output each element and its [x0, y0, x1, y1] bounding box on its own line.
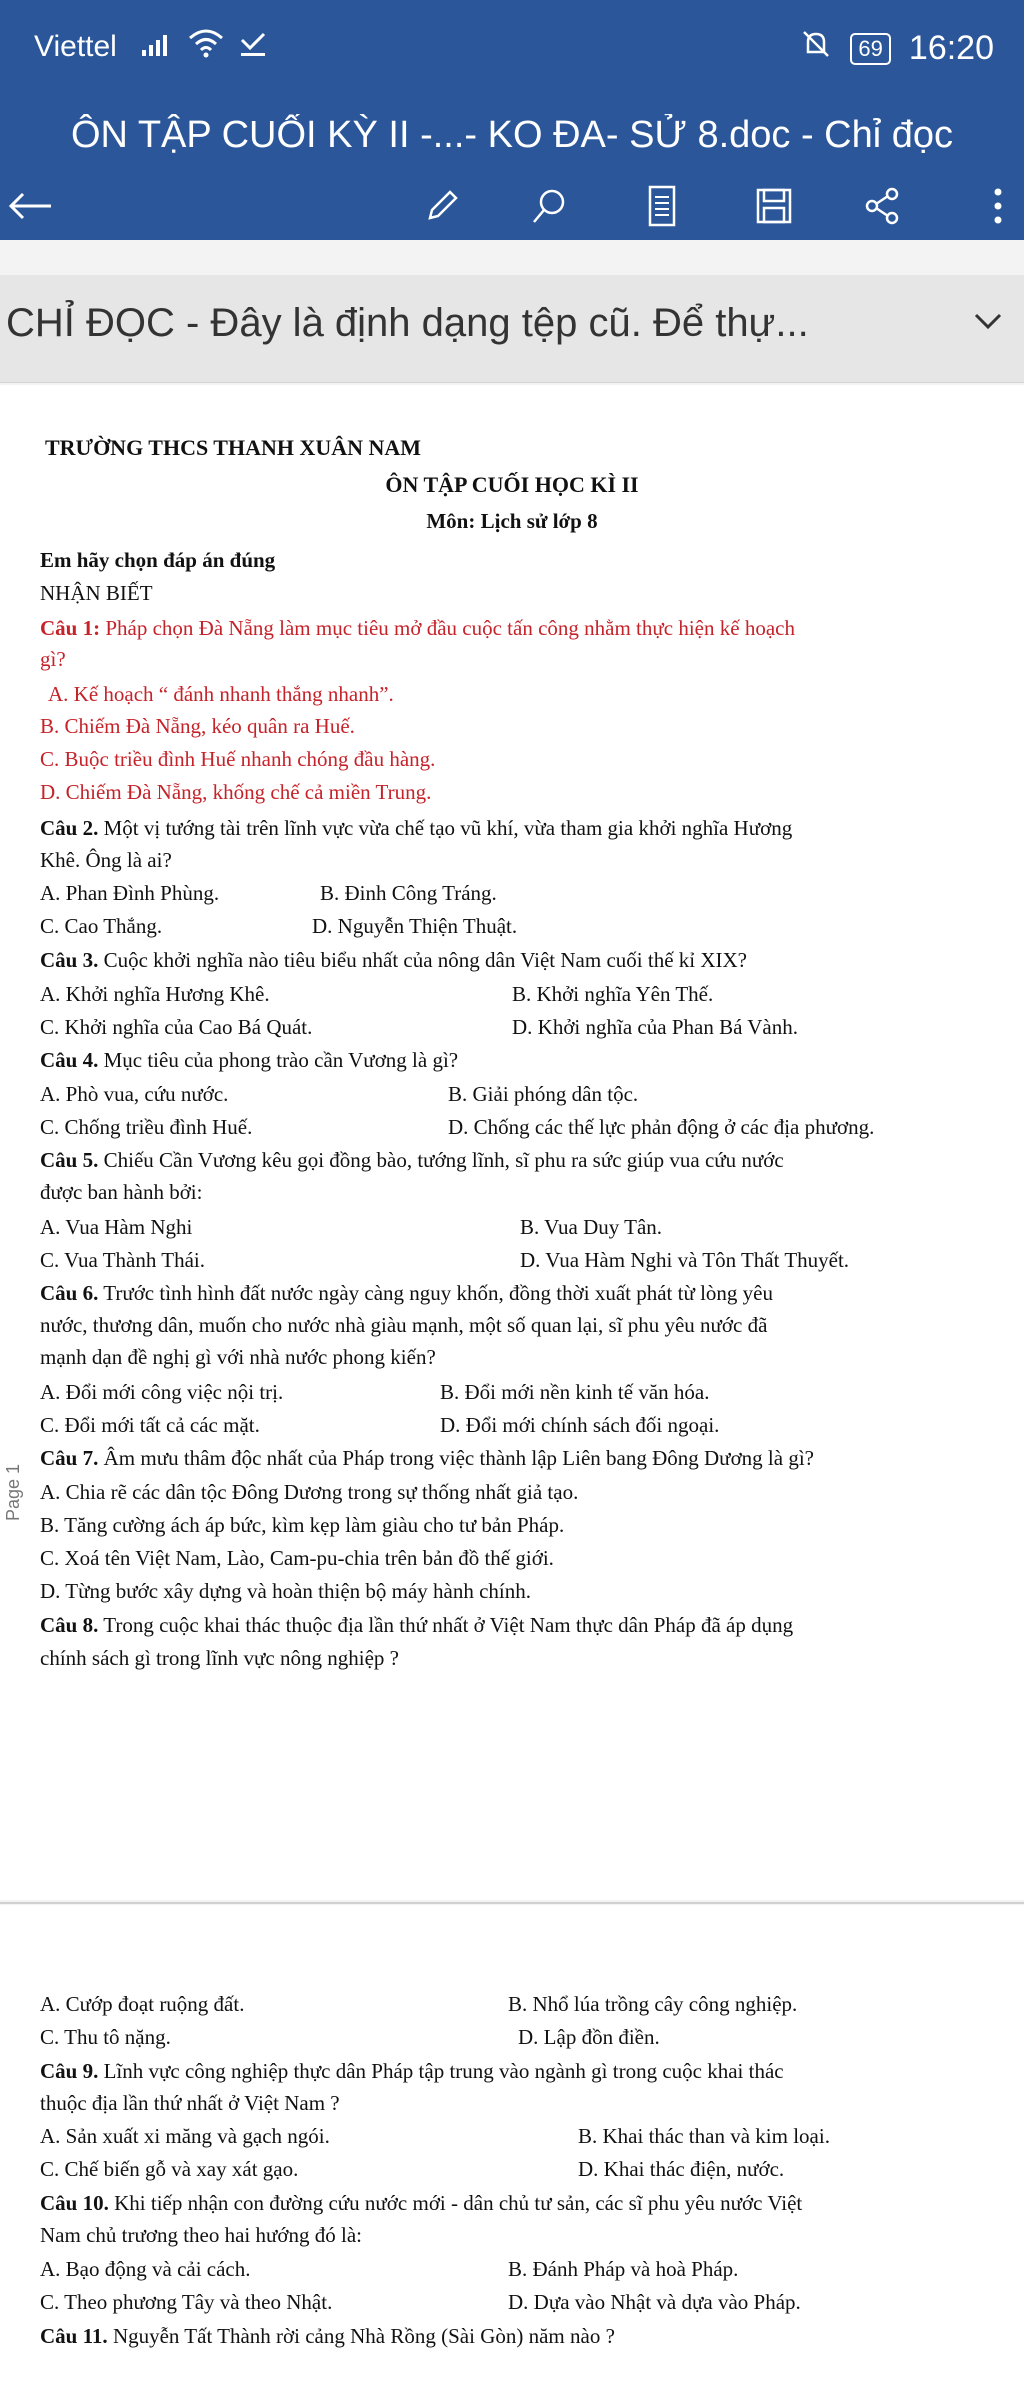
answer-option: D. Đổi mới chính sách đối ngoại.	[440, 1413, 720, 1437]
status-bar	[0, 0, 1024, 100]
battery-icon: 69	[850, 33, 890, 65]
search-button[interactable]	[520, 178, 580, 238]
answer-option: B. Tăng cường ách áp bức, kìm kẹp làm giàu cho tư bản Pháp.	[40, 1513, 565, 1537]
question-6: Câu 6. Trước tình hình đất nước ngày càng nguy khốn, đồng thời xuất phát từ lòng yêu	[40, 1281, 774, 1305]
section-label: NHẬN BIẾT	[40, 581, 153, 605]
read-only-message: CHỈ ĐỌC - Đây là định dạng tệp cũ. Để thự...	[6, 301, 809, 345]
instruction: Em hãy chọn đáp án đúng	[40, 548, 276, 572]
answer-option: B. Chiếm Đà Nẵng, kéo quân ra Huế.	[40, 714, 355, 738]
answer-option: C. Chế biến gỗ và xay xát gạo.	[40, 2157, 299, 2181]
answer-option: D. Lập đồn điền.	[518, 2025, 660, 2049]
answer-option: D. Dựa vào Nhật và dựa vào Pháp.	[508, 2290, 801, 2314]
wifi-icon	[188, 28, 224, 63]
answer-option: C. Chống triều đình Huế.	[40, 1115, 253, 1139]
answer-option: A. Phò vua, cứu nước.	[40, 1082, 229, 1106]
question-2: Câu 2. Một vị tướng tài trên lĩnh vực vừa chế tạo vũ khí, vừa tham gia khởi nghĩa Hương	[40, 816, 793, 840]
question-7: Câu 7. Âm mưu thâm độc nhất của Pháp trong việc thành lập Liên bang Đông Dương là gì?	[40, 1446, 814, 1470]
answer-option: A. Khởi nghĩa Hương Khê.	[40, 982, 270, 1006]
answer-option: B. Đánh Pháp và hoà Pháp.	[508, 2257, 739, 2281]
answer-option: D. Vua Hàm Nghi và Tôn Thất Thuyết.	[520, 1248, 850, 1272]
carrier-name: Viettel	[34, 30, 117, 63]
answer-option: B. Nhổ lúa trồng cây công nghiệp.	[508, 1992, 798, 2016]
answer-option: D. Chiếm Đà Nẵng, khống chế cả miền Trung.	[40, 780, 432, 804]
signal-icon	[140, 32, 174, 63]
reading-view-icon	[645, 185, 679, 232]
answer-option: B. Đổi mới nền kinh tế văn hóa.	[440, 1380, 710, 1404]
document-page-2: A. Cướp đoạt ruộng đất. B. Nhổ lúa trồng cây công nghiệp. C. Thu tô nặng. D. Lập đồn điền. Câu 9. Lĩnh vực công nghiệp thực dân Pháp tập trung vào ngành gì trong cuộc khai thác thuộc địa lần thứ nhất ở Việt Nam ? A. Sản xuất xi măng và gạch ngói. B. Khai thác than và kim loại. C. Chế biến gỗ và xay xát gạo. D. Khai thác điện, nước. Câu 10. Khi tiếp nhận con đường cứu nước mới - dân chủ tư sản, các sĩ phu yêu nước Việt Nam chủ trương theo hai hướng đó là: A. Bạo động và cải cách. B. Đánh Pháp và hoà Pháp. C. Theo phương Tây và theo Nhật. D. Dựa vào Nhật và dựa vào Pháp. Câu 11. Nguyễn Tất Thành rời cảng Nhà Rồng (Sài Gòn) năm nào ?	[0, 1905, 1024, 2400]
answer-option: C. Đổi mới tất cả các mặt.	[40, 1413, 260, 1437]
toolbar	[0, 170, 1024, 250]
edit-button[interactable]	[412, 178, 472, 238]
answer-option: D. Khai thác điện, nước.	[578, 2157, 785, 2181]
question-5: Câu 5. Chiếu Cần Vương kêu gọi đồng bào, tướng lĩnh, sĩ phu ra sức giúp vua cứu nước	[40, 1148, 784, 1172]
more-options-button[interactable]	[968, 178, 1024, 238]
question-8: Câu 8. Trong cuộc khai thác thuộc địa lần thứ nhất ở Việt Nam thực dân Pháp đã áp dụng	[40, 1613, 794, 1637]
answer-option: B. Vua Duy Tân.	[520, 1215, 663, 1239]
mute-icon	[800, 28, 832, 69]
question-1: Câu 1: Pháp chọn Đà Nẵng làm mục tiêu mở đầu cuộc tấn công nhằm thực hiện kế hoạch	[40, 616, 795, 640]
answer-option: D. Từng bước xây dựng và hoàn thiện bộ máy hành chính.	[40, 1579, 532, 1603]
back-button[interactable]	[0, 178, 60, 238]
document-heading: ÔN TẬP CUỐI HỌC KÌ II	[385, 472, 639, 497]
search-icon	[530, 186, 570, 231]
question-11: Câu 11. Nguyễn Tất Thành rời cảng Nhà Rồng (Sài Gòn) năm nào ?	[40, 2324, 615, 2348]
answer-option: D. Khởi nghĩa của Phan Bá Vành.	[512, 1015, 799, 1039]
answer-option: D. Nguyễn Thiện Thuật.	[312, 914, 518, 938]
reading-view-button[interactable]	[632, 178, 692, 238]
question-4: Câu 4. Mục tiêu của phong trào cần Vương là gì?	[40, 1048, 459, 1072]
share-icon	[862, 186, 902, 231]
answer-option: D. Chống các thế lực phản động ở các địa phương.	[448, 1115, 875, 1139]
answer-option: C. Xoá tên Việt Nam, Lào, Cam-pu-chia trên bản đồ thế giới.	[40, 1546, 554, 1570]
app-header	[0, 100, 1024, 240]
answer-option: C. Buộc triều đình Huế nhanh chóng đầu hàng.	[40, 747, 436, 771]
subject-line: Môn: Lịch sử lớp 8	[426, 509, 598, 533]
download-icon	[238, 28, 268, 63]
clock: 16:20	[908, 29, 994, 67]
document-page-1: TRƯỜNG THCS THANH XUÂN NAM ÔN TẬP CUỐI HỌC KÌ II Môn: Lịch sử lớp 8 Em hãy chọn đáp án đúng NHẬN BIẾT Câu 1: Pháp chọn Đà Nẵng làm mục tiêu mở đầu cuộc tấn công nhằm thực hiện kế hoạch gì? A. Kế hoạch “ đánh nhanh thắng nhanh”. B. Chiếm Đà Nẵng, kéo quân ra Huế. C. Buộc triều đình Huế nhanh chóng đầu hàng. D. Chiếm Đà Nẵng, khống chế cả miền Trung. Câu 2. Một vị tướng tài trên lĩnh vực vừa chế tạo vũ khí, vừa tham gia khởi nghĩa Hương Khê. Ông là ai? A. Phan Đình Phùng. B. Đinh Công Tráng. C. Cao Thắng. D. Nguyễn Thiện Thuật. Câu 3. Cuộc khởi nghĩa nào tiêu biểu nhất của nông dân Việt Nam cuối thế kỉ XIX? A. Khởi nghĩa Hương Khê. B. Khởi nghĩa Yên Thế. C. Khởi nghĩa của Cao Bá Quát. D. Khởi nghĩa của Phan Bá Vành. Câu 4. Mục tiêu của phong trào cần Vương là gì? A. Phò vua, cứu nước. B. Giải phóng dân tộc. C. Chống triều đình Huế. D. Chống các thế lực phản động ở các địa phương. Câu 5. Chiếu Cần Vương kêu gọi đồng bào, tướng lĩnh, sĩ phu ra sức giúp vua cứu nước được ban hành bởi: A. Vua Hàm Nghi B. Vua Duy Tân. C. Vua Thành Thái. D. Vua Hàm Nghi và Tôn Thất Thuyết. Câu 6. Trước tình hình đất nước ngày càng nguy khốn, đồng thời xuất phát từ lòng yêu nước, thương dân, muốn cho nước nhà giàu mạnh, một số quan lại, sĩ phu yêu nước đã mạnh dạn đề nghị gì với nhà nước phong kiến? A. Đổi mới công việc nội trị. B. Đổi mới nền kinh tế văn hóa. C. Đổi mới tất cả các mặt. D. Đổi mới chính sách đối ngoại. Câu 7. Âm mưu thâm độc nhất của Pháp trong việc thành lập Liên bang Đông Dương là gì? A. Chia rẽ các dân tộc Đông Dương trong sự thống nhất giả tạo. B. Tăng cường ách áp bức, kìm kẹp làm giàu cho tư bản Pháp. C. Xoá tên Việt Nam, Lào, Cam-pu-chia trên bản đồ thế giới. D. Từng bước xây dựng và hoàn thiện bộ máy hành chính. Câu 8. Trong cuộc khai thác thuộc địa lần thứ nhất ở Việt Nam thực dân Pháp đã áp dụng chính sách gì trong lĩnh vực nông nghiệp ? Page 1	[0, 385, 1024, 1900]
save-button[interactable]	[744, 178, 804, 238]
back-arrow-icon	[7, 191, 53, 226]
answer-option: A. Đổi mới công việc nội trị.	[40, 1380, 284, 1404]
question-3: Câu 3. Cuộc khởi nghĩa nào tiêu biểu nhất của nông dân Việt Nam cuối thế kỉ XIX?	[40, 948, 747, 972]
question-10: Câu 10. Khi tiếp nhận con đường cứu nước mới - dân chủ tư sản, các sĩ phu yêu nước Việt	[40, 2191, 803, 2215]
answer-option: A. Sản xuất xi măng và gạch ngói.	[40, 2124, 330, 2148]
question-9: Câu 9. Lĩnh vực công nghiệp thực dân Pháp tập trung vào ngành gì trong cuộc khai thác	[40, 2059, 784, 2083]
save-icon	[754, 186, 794, 231]
answer-option: A. Vua Hàm Nghi	[40, 1215, 193, 1239]
answer-option: C. Thu tô nặng.	[40, 2025, 171, 2049]
answer-option: C. Theo phương Tây và theo Nhật.	[40, 2290, 333, 2314]
pen-icon	[422, 186, 462, 231]
school-name: TRƯỜNG THCS THANH XUÂN NAM	[45, 435, 422, 460]
answer-option: C. Cao Thắng.	[40, 914, 163, 938]
document-title: ÔN TẬP CUỐI KỲ II -...- KO ĐA- SỬ 8.doc - Chỉ đọc	[70, 114, 954, 156]
answer-option: B. Đinh Công Tráng.	[320, 881, 497, 905]
answer-option: A. Bạo động và cải cách.	[40, 2257, 251, 2281]
more-icon	[992, 186, 1004, 231]
read-only-banner[interactable]	[0, 275, 1024, 383]
answer-option: A. Kế hoạch “ đánh nhanh thắng nhanh”.	[48, 682, 394, 706]
page-divider	[0, 1902, 1024, 1904]
answer-option: C. Khởi nghĩa của Cao Bá Quát.	[40, 1015, 313, 1039]
answer-option: A. Cướp đoạt ruộng đất.	[40, 1992, 245, 2016]
page-indicator-tab[interactable]: Page 1	[3, 1463, 24, 1521]
answer-option: B. Khởi nghĩa Yên Thế.	[512, 982, 714, 1006]
answer-option: C. Vua Thành Thái.	[40, 1248, 205, 1272]
answer-option: B. Khai thác than và kim loại.	[578, 2124, 830, 2148]
share-button[interactable]	[852, 178, 912, 238]
answer-option: A. Phan Đình Phùng.	[40, 881, 220, 905]
chevron-down-icon[interactable]	[970, 303, 1006, 344]
answer-option: B. Giải phóng dân tộc.	[448, 1082, 639, 1106]
answer-option: A. Chia rẽ các dân tộc Đông Dương trong sự thống nhất giả tạo.	[40, 1480, 579, 1504]
